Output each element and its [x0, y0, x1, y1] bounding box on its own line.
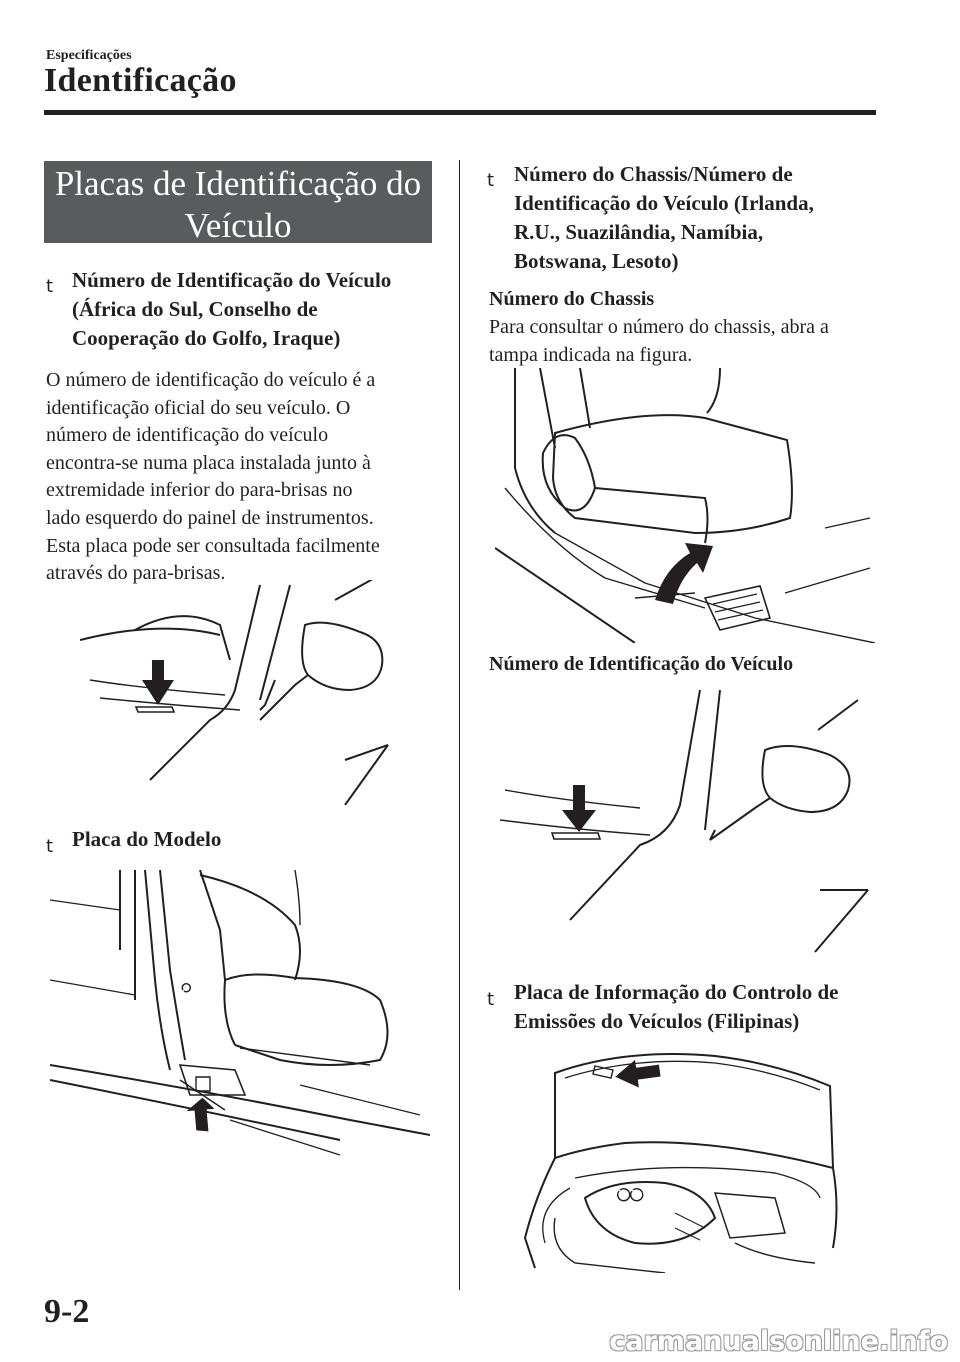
item-emissions-heading-line2: Emissões do Veículos (Filipinas): [514, 1009, 800, 1033]
item-chassis-heading: [514, 160, 894, 276]
chassis-number-subheading: Número do Chassis: [489, 288, 655, 310]
vin-body-line: número de identificação do veículo: [46, 424, 329, 447]
chapter-title: Identificação: [44, 62, 237, 99]
bullet-icon: t: [46, 836, 54, 857]
item-vin-heading: [72, 266, 452, 353]
item-model-plate-heading: Placa do Modelo: [72, 827, 222, 851]
column-divider: [459, 160, 460, 1290]
item-chassis-heading-line1: Número do Chassis/Número de: [514, 162, 793, 186]
figure-dashboard-vin-right: [500, 690, 875, 955]
item-vin-body: [46, 367, 446, 588]
item-vin-heading-line3: Cooperação do Golfo, Iraque): [72, 326, 341, 350]
item-chassis-heading-line2: Identificação do Veículo (Irlanda,: [514, 191, 814, 215]
vin-body-line: através do para-brisas.: [46, 562, 226, 585]
figure-dashboard-vin: [80, 580, 400, 805]
chassis-body-line2: tampa indicada na figura.: [489, 343, 693, 366]
section-title-line1: Placas de Identificação do: [54, 164, 422, 203]
chassis-number-body: [489, 314, 889, 369]
item-vin-heading-line2: (África do Sul, Conselho de: [72, 297, 318, 321]
vin-body-line: extremidade inferior do para-brisas no: [46, 479, 353, 502]
figure-open-hood: [515, 1048, 840, 1273]
bullet-icon: t: [487, 989, 495, 1010]
page-number: 9-2: [44, 1293, 90, 1330]
figure-model-plate: [50, 870, 430, 1160]
bullet-icon: t: [487, 170, 495, 191]
item-emissions-heading: [514, 978, 894, 1036]
section-title-box: [44, 161, 432, 243]
item-emissions-heading-line1: Placa de Informação do Controlo de: [514, 980, 839, 1004]
item-chassis-heading-line3: R.U., Suazilândia, Namíbia,: [514, 220, 764, 244]
item-vin-heading-line1: Número de Identificação do Veículo: [72, 268, 392, 292]
vin-body-line: identificação oficial do seu veículo. O: [46, 396, 351, 419]
chassis-body-line1: Para consultar o número do chassis, abra a: [489, 316, 829, 338]
vin-subheading: Número de Identificação do Veículo: [489, 653, 794, 675]
bullet-icon: t: [46, 276, 54, 297]
header-rule: [44, 110, 876, 115]
item-chassis-heading-line4: Botswana, Lesoto): [514, 249, 679, 273]
vin-body-line: O número de identificação do veículo é a: [46, 369, 376, 391]
watermark: carmanualsonline.info: [609, 1326, 948, 1357]
section-label: Especificações: [46, 48, 132, 63]
figure-chassis-cover: [495, 368, 875, 643]
vin-body-line: lado esquerdo do painel de instrumentos.: [46, 506, 374, 529]
section-title-line2: Veículo: [184, 206, 292, 245]
vin-body-line: Esta placa pode ser consultada facilmente: [46, 534, 380, 557]
vin-body-line: encontra-se numa placa instalada junto à: [46, 451, 371, 474]
